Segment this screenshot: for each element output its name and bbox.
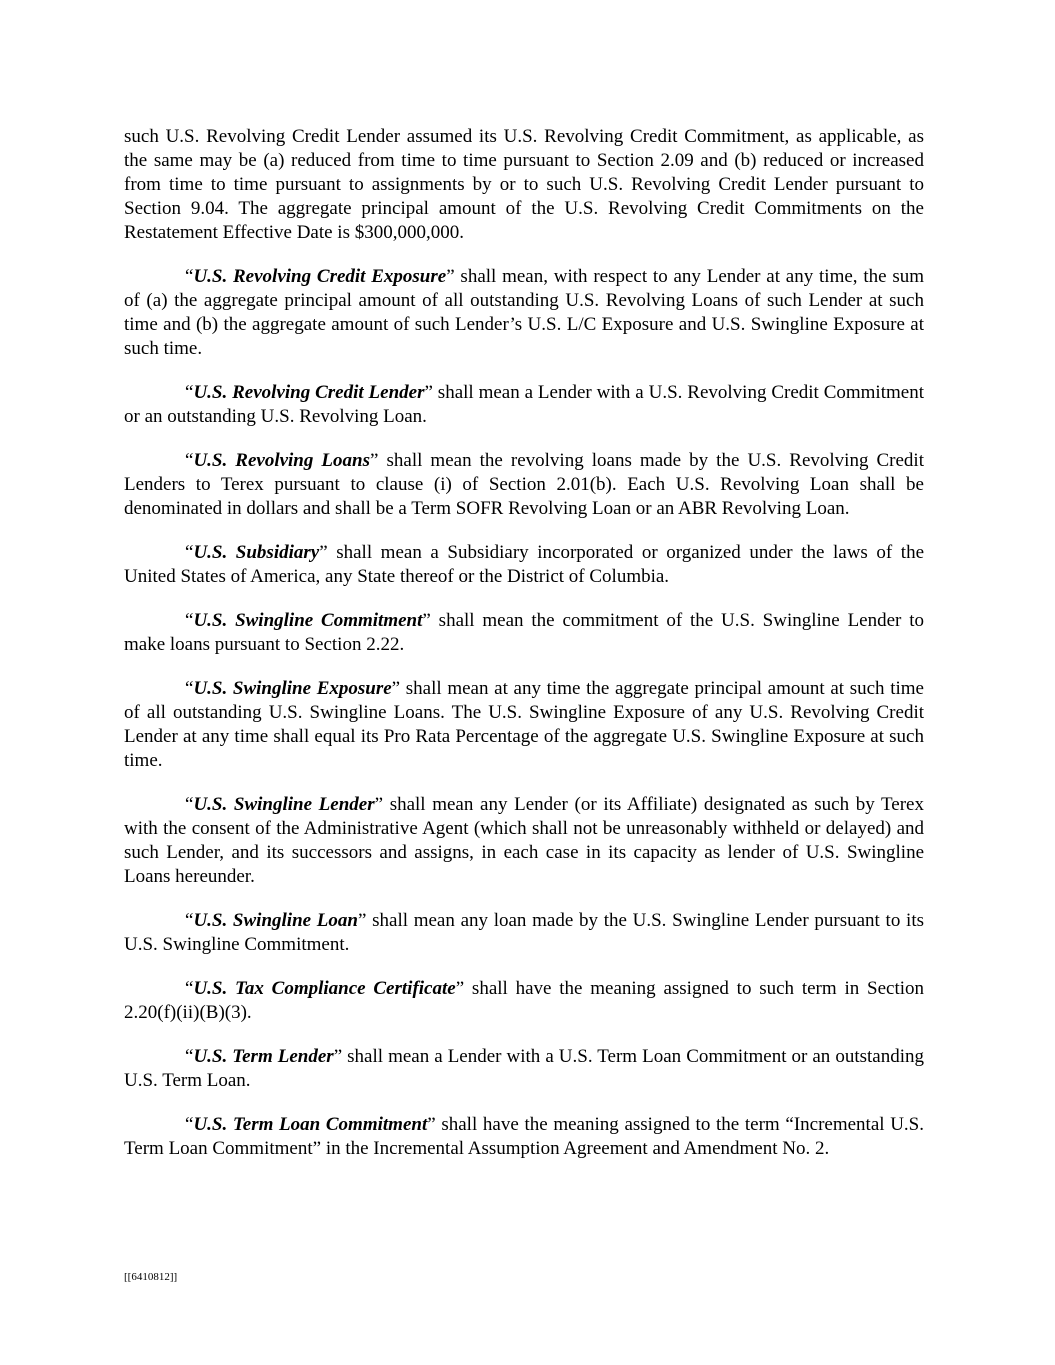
defined-term: U.S. Term Loan Commitment [193,1114,428,1135]
definition-us-term-loan-commitment [124,1113,924,1161]
definition-text: ” shall mean a Lender with a U.S. Term Loan Commitment or an outstanding U.S. Term Loan. [124,1046,924,1091]
open-quote: “ [185,794,194,815]
open-quote: “ [185,1114,194,1135]
open-quote: “ [185,450,194,471]
definition-us-subsidiary [124,541,924,589]
defined-term: U.S. Revolving Credit Lender [193,382,425,403]
definition-us-swingline-loan [124,909,924,957]
document-page [124,125,924,1181]
definition-text: ” shall have the meaning assigned to such term in Section 2.20(f)(ii)(B)(3). [124,978,924,1023]
defined-term: U.S. Swingline Lender [193,794,375,815]
defined-term: U.S. Swingline Exposure [193,678,392,699]
definition-text: ” shall mean a Lender with a U.S. Revolving Credit Commitment or an outstanding U.S. Revolving Loan. [124,382,924,427]
definition-text: ” shall mean any Lender (or its Affiliate) designated as such by Terex with the consent of the Administrative Agent (which shall not be unreasonably withheld or delayed) and such Lender, and its successors and assigns, in each case in its capacity as lender of U.S. Swingline Loans hereunder. [124,794,924,887]
definition-us-term-lender [124,1045,924,1093]
definition-us-tax-compliance-certificate [124,977,924,1025]
defined-term: U.S. Swingline Loan [193,910,358,931]
defined-term: U.S. Revolving Loans [193,450,370,471]
definition-us-swingline-commitment [124,609,924,657]
definition-us-swingline-exposure [124,677,924,773]
definition-text: ” shall mean at any time the aggregate principal amount at such time of all outstanding U.S. Swingline Loans. The U.S. Swingline Exposure of any U.S. Revolving Credit Lender at any time shall equal its Pro Rata Percentage of the aggregate U.S. Swingline Exposure at such time. [124,678,924,771]
definition-text: ” shall mean the revolving loans made by the U.S. Revolving Credit Lenders to Terex pursuant to clause (i) of Section 2.01(b). Each U.S. Revolving Loan shall be denominated in dollars and shall be a Term SOFR Revolving Loan or an ABR Revolving Loan. [124,450,924,519]
definition-us-revolving-loans [124,449,924,521]
defined-term: U.S. Subsidiary [193,542,320,563]
open-quote: “ [185,382,194,403]
open-quote: “ [185,678,194,699]
definition-text: ” shall have the meaning assigned to the term “Incremental U.S. Term Loan Commitment” in the Incremental Assumption Agreement and Amendment No. 2. [124,1114,924,1159]
defined-term: U.S. Tax Compliance Certificate [193,978,456,999]
definition-text: ” shall mean a Subsidiary incorporated or organized under the laws of the United States of America, any State thereof or the District of Columbia. [124,542,924,587]
definition-us-revolving-credit-lender [124,381,924,429]
defined-term: U.S. Term Lender [193,1046,334,1067]
continuation-paragraph: such U.S. Revolving Credit Lender assumed its U.S. Revolving Credit Commitment, as applicable, as the same may be (a) reduced from time to time pursuant to Section 2.09 and (b) reduced or increased from time to time pursuant to assignments by or to such U.S. Revolving Credit Lender pursuant to Section 9.04. The aggregate principal amount of the U.S. Revolving Credit Commitments on the Restatement Effective Date is $300,000,000. [124,126,924,243]
open-quote: “ [185,542,194,563]
open-quote: “ [185,1046,194,1067]
open-quote: “ [185,610,194,631]
defined-term: U.S. Swingline Commitment [193,610,423,631]
definition-text: ” shall mean, with respect to any Lender at any time, the sum of (a) the aggregate principal amount of all outstanding U.S. Revolving Loans of such Lender at such time and (b) the aggregate amount of such Lender’s U.S. L/C Exposure and U.S. Swingline Exposure at such time. [124,266,924,359]
definition-us-swingline-lender [124,793,924,889]
definition-text: ” shall mean the commitment of the U.S. Swingline Lender to make loans pursuant to Section 2.22. [124,610,924,655]
open-quote: “ [185,978,194,999]
definition-text: ” shall mean any loan made by the U.S. Swingline Lender pursuant to its U.S. Swingline Commitment. [124,910,924,955]
open-quote: “ [185,910,194,931]
open-quote: “ [185,266,194,287]
definition-us-revolving-credit-exposure [124,265,924,361]
document-id-footer: [[6410812]] [124,1271,178,1283]
defined-term: U.S. Revolving Credit Exposure [193,266,447,287]
